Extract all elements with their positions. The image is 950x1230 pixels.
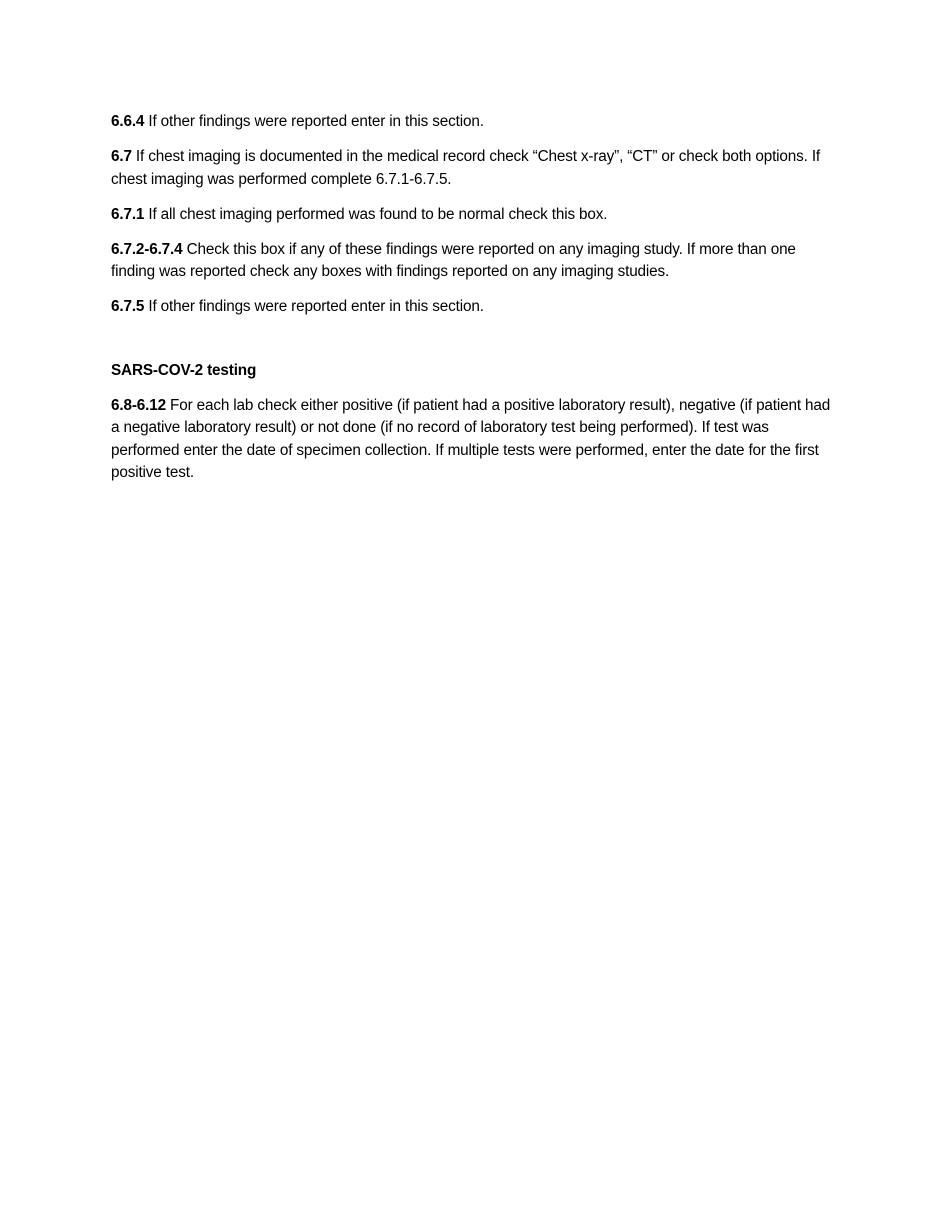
item-number: 6.8-6.12 xyxy=(111,396,166,414)
section-heading: SARS-COV-2 testing xyxy=(111,361,257,379)
paragraph-6-7-1 xyxy=(111,204,841,227)
item-text: If all chest imaging performed was found to be normal check this box. xyxy=(144,205,608,223)
item-text: If other findings were reported enter in this section. xyxy=(144,113,484,130)
item-number: 6.7.5 xyxy=(111,298,145,315)
item-text: If other findings were reported enter in this section. xyxy=(144,298,484,315)
item-number: 6.7 xyxy=(111,148,132,165)
paragraph-6-7 xyxy=(111,146,841,191)
paragraph-6-8-6-12 xyxy=(111,395,841,485)
item-text: For each lab check either positive (if patient had a positive laboratory result), negative (if patient had a negative laboratory result) or not done (if no record of laboratory test being performed). If test was performed enter the date of specimen collection. If multiple tests were performed, enter the date for the first positive test. xyxy=(111,396,831,481)
paragraph-6-6-4 xyxy=(111,111,841,134)
paragraph-6-7-2-6-7-4 xyxy=(111,239,841,284)
item-text: If chest imaging is documented in the medical record check “Chest x-ray”, “CT” or check both options. If chest imaging was performed complete 6.7.1-6.7.5. xyxy=(111,148,821,188)
paragraph-6-7-5 xyxy=(111,296,841,319)
item-text: Check this box if any of these findings were reported on any imaging study. If more than one finding was reported check any boxes with findings reported on any imaging studies. xyxy=(111,240,796,280)
item-number: 6.7.2-6.7.4 xyxy=(111,240,183,258)
item-number: 6.7.1 xyxy=(111,205,145,223)
document-body xyxy=(111,111,841,485)
item-number: 6.6.4 xyxy=(111,113,145,130)
